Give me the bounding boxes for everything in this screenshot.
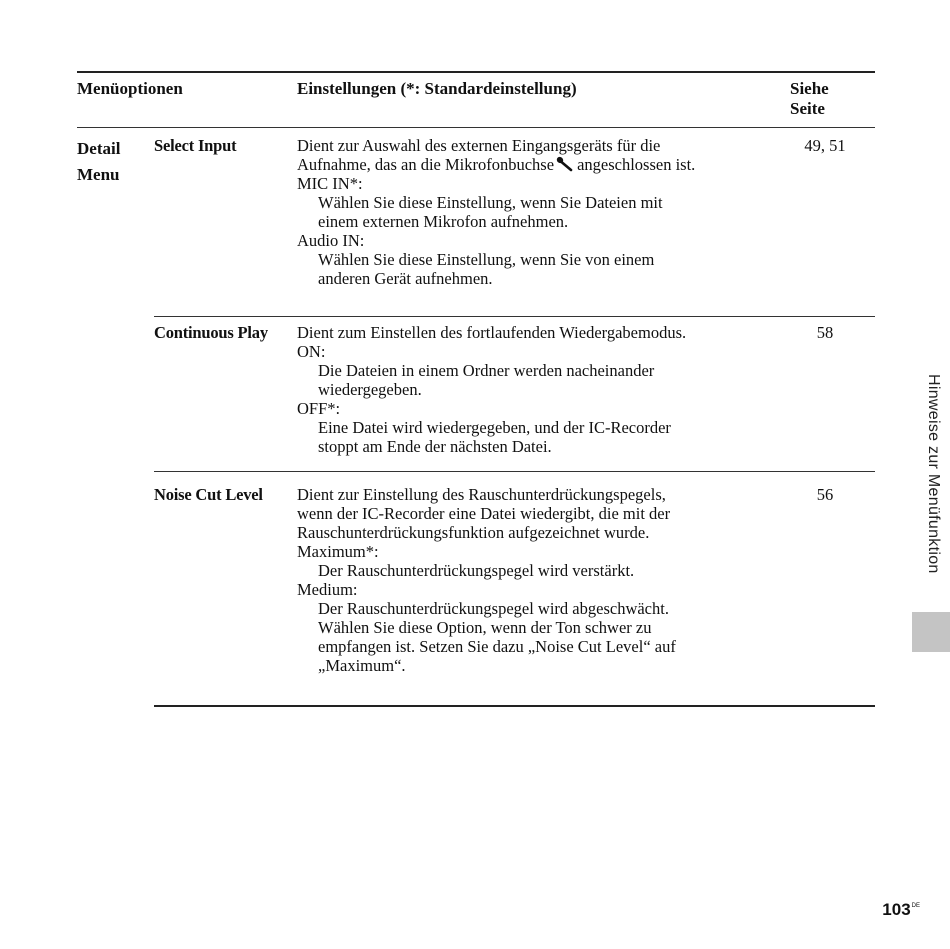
option-continuous-play: Continuous Play [154,323,268,342]
description-select-input [297,136,797,288]
desc-line: Wählen Sie diese Einstellung, wenn Sie von einem [318,250,655,269]
header-settings: Einstellungen (*: Standardeinstellung) [297,79,577,98]
header-bottom-rule [77,127,875,128]
desc-line: ON: [297,342,326,361]
header-see-page-line2: Seite [790,99,825,118]
desc-line-part: Aufnahme, das an die Mikrofonbuchse [297,155,555,174]
desc-line: Dient zum Einstellen des fortlaufenden Wiedergabemodus. [297,323,687,342]
desc-line: MIC IN*: [297,174,363,193]
microphone-icon [556,156,574,172]
desc-line: Der Rauschunterdrückungspegel wird abgeschwächt. [318,599,669,618]
desc-line: Dient zur Auswahl des externen Eingangsgeräts für die [297,136,661,155]
desc-line: empfangen ist. Setzen Sie dazu „Noise Cut Level“ auf [318,637,676,656]
page-number-suffix: DE [911,903,920,909]
desc-line: einem externen Mikrofon aufnehmen. [318,212,569,231]
page-ref-noise-cut-level: 56 [816,485,834,504]
option-noise-cut-level: Noise Cut Level [154,485,263,504]
desc-line: Maximum*: [297,542,379,561]
row-divider [154,316,875,317]
desc-line-with-icon [297,155,797,174]
page-ref-continuous-play: 58 [816,323,834,342]
desc-line: Medium: [297,580,358,599]
desc-line: Audio IN: [297,231,365,250]
row-divider [154,471,875,472]
description-continuous-play [297,323,797,456]
header-menu-options: Menüoptionen [77,79,183,98]
desc-line: anderen Gerät aufnehmen. [318,269,493,288]
desc-line: Eine Datei wird wiedergegeben, und der IC-Recorder [318,418,671,437]
side-tab-label: Hinweise zur Menüfunktion [925,374,942,574]
desc-line: Der Rauschunterdrückungspegel wird verstärkt. [318,561,635,580]
description-noise-cut-level [297,485,797,675]
desc-line: Wählen Sie diese Einstellung, wenn Sie Dateien mit [318,193,663,212]
desc-line: wenn der IC-Recorder eine Datei wiedergibt, die mit der [297,504,671,523]
side-tab-marker [912,612,950,652]
group-label-detail-menu [77,136,120,188]
group-label-line1: Detail [77,139,121,158]
desc-line: Rauschunterdrückungsfunktion aufgezeichnet wurde. [297,523,650,542]
desc-line: Wählen Sie diese Option, wenn der Ton schwer zu [318,618,652,637]
header-see-page-line1: Siehe [790,79,829,98]
desc-line: „Maximum“. [318,656,406,675]
header-see-page [790,79,829,119]
group-label-line2: Menu [77,165,120,184]
table-top-rule [77,71,875,73]
desc-line: stoppt am Ende der nächsten Datei. [318,437,552,456]
desc-line-part: angeschlossen ist. [577,155,696,174]
desc-line: wiedergegeben. [318,380,422,399]
desc-line: Die Dateien in einem Ordner werden nacheinander [318,361,655,380]
page-number-value: 103 [882,900,911,919]
desc-line: Dient zur Einstellung des Rauschunterdrückungspegels, [297,485,666,504]
page-number [882,900,920,920]
table-bottom-rule [154,705,875,707]
page-ref-select-input: 49, 51 [804,136,846,155]
option-select-input: Select Input [154,136,237,155]
desc-line: OFF*: [297,399,341,418]
